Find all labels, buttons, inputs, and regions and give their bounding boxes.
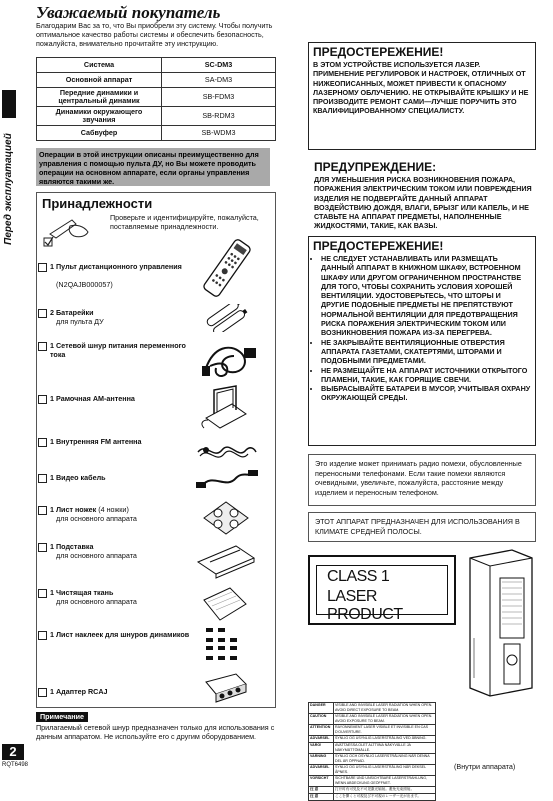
fire-warning-title: ПРЕДУПРЕЖДЕНИЕ: <box>314 160 437 174</box>
checkbox-icon <box>38 589 47 598</box>
table-row <box>37 73 276 88</box>
table-row <box>309 725 436 736</box>
item-name: 1 Подставка <box>50 542 94 551</box>
table-cell: Основной аппарат <box>37 73 162 88</box>
table-cell: SB-WDM3 <box>162 126 276 141</box>
table-row <box>309 765 436 776</box>
fire-warning-text: ДЛЯ УМЕНЬШЕНИЯ РИСКА ВОЗНИКНОВЕНИЯ ПОЖАРА, ПОРАЖЕНИЯ ЭЛЕКТРИЧЕСКИМ ТОКОМ ИЛИ ПОВРЕЖДЕНИЯ ИЗДЕЛИЯ НЕ ПОДВЕРГАЙТЕ ДАННЫЙ АППАРАТ ВОЗДЕЙСТВИЮ ДОЖДЯ, ВЛАГИ, БРЫЗГ ИЛИ КАПЕЛЬ, И НЕ СТАВЬТЕ НА АППАРАТ ПРЕДМЕТЫ, НАПОЛНЕННЫЕ ЖИДКОСТЯМИ, ТАКИЕ, КАК ВАЗЫ. <box>314 175 532 231</box>
checkbox-icon <box>38 474 47 483</box>
page-number: 2 <box>2 744 24 760</box>
caution-list <box>313 254 531 403</box>
table-cell: ATTENTION <box>309 725 334 736</box>
table-row <box>309 743 436 754</box>
item-name: 1 Рамочная AM-антенна <box>50 394 135 403</box>
checkbox-icon <box>38 438 47 447</box>
item-name-extra: (4 ножки) <box>98 505 129 514</box>
table-cell: VISIBLE AND INVISIBLE LASER RADIATION WHEN OPEN. AVOID DIRECT EXPOSURE TO BEAM. <box>334 703 436 714</box>
table-cell: ADVARSEL <box>309 736 334 743</box>
hand-pen-icon <box>42 216 92 254</box>
caution-item: • НЕ СЛЕДУЕТ УСТАНАВЛИВАТЬ ИЛИ РАЗМЕЩАТЬ ДАННЫЙ АППАРАТ В КНИЖНОМ ШКАФУ, ВСТРОЕННОМ ШКАФУ ИЛИ ДРУГОМ ОГРАНИЧЕННОМ ПРОСТРАНСТВЕ ДЛЯ ТОГО, ЧТОБЫ СОХРАНИТЬ УСЛОВИЯ ХОРОШЕЙ ВЕНТИЛЯЦИИ. УДОСТОВЕРЬТЕСЬ, ЧТО ШТОРЫ И ДРУГИЕ ПОДОБНЫЕ ПРЕДМЕТЫ НЕ ПРЕПЯТСТВУЮТ НОРМАЛЬНОЙ ВЕНТИЛЯЦИИ ДЛЯ ПРЕДОТВРАЩЕНИЯ РИСКА ПОРАЖЕНИЯ ЭЛЕКТРИЧЕСКИМ ТОКОМ ИЛИ ВОЗНИКНОВЕНИЯ ПОЖАРА ИЗ-ЗА ПЕРЕГРЕВА. <box>321 254 531 338</box>
note-text: Прилагаемый сетевой шнур предназначен только для использования с данным аппаратом. Не используйте его с другим оборудованием. <box>36 723 275 741</box>
speaker-labels-icon <box>204 626 240 666</box>
table-row <box>37 126 276 141</box>
document-code: RQT6498 <box>2 762 29 768</box>
item-name-main: 1 Лист ножек <box>50 505 97 514</box>
table-cell: Сабвуфер <box>37 126 162 141</box>
caution-item: • НЕ РАЗМЕЩАЙТЕ НА АППАРАТ ИСТОЧНИКИ ОТКРЫТОГО ПЛАМЕНИ, ТАКИЕ, КАК ГОРЯЩИЕ СВЕЧИ. <box>321 366 531 385</box>
remote-control-icon <box>196 236 258 300</box>
item-name: 1 Адаптер RCAJ <box>50 687 108 696</box>
system-table <box>36 57 276 141</box>
ventilation-caution-title: ПРЕДОСТЕРЕЖЕНИЕ! <box>313 239 444 253</box>
checkbox-icon <box>38 309 47 318</box>
item-detail: для пульта ДУ <box>56 317 104 326</box>
laser-caution-box <box>308 42 536 150</box>
table-cell: 打开时有可见及不可见激光辐射。避免光束照射。 <box>334 787 436 794</box>
table-cell: SB-RDM3 <box>162 107 276 126</box>
table-row <box>309 703 436 714</box>
ventilation-caution-box <box>308 236 536 446</box>
item-name: 1 Чистящая ткань <box>50 588 114 597</box>
table-cell: SB-FDM3 <box>162 88 276 107</box>
table-cell: AVATTAESSA OLET ALTTIINA NÄKYVÄLLE JA NÄKYMÄTTÖMÄLLE. <box>334 743 436 754</box>
operation-note: Операции в этой инструкции описаны преимущественно для управления с помощью пульта ДУ, но Вы можете проводить операции на основном аппарате, если органы управления являются такими же. <box>36 148 270 186</box>
laser-caution-text: В ЭТОМ УСТРОЙСТВЕ ИСПОЛЬЗУЕТСЯ ЛАЗЕР. ПРИМЕНЕНИЕ РЕГУЛИРОВОК И НАСТРОЕК, ОТЛИЧНЫХ ОТ НИЖЕОПИСАННЫХ, МОЖЕТ ПРИВЕСТИ К ОПАСНОМУ ЛАЗЕРНОМУ ОБЛУЧЕНИЮ. НЕ ОТКРЫВАЙТЕ КРЫШКУ И НЕ ПРОИЗВОДИТЕ РЕМОНТ САМИ—ЛУЧШЕ ПОРУЧИТЬ ЭТО КВАЛИФИЦИРОВАННОМУ СПЕЦИАЛИСТУ. <box>313 60 529 116</box>
table-cell: CAUTION <box>309 714 334 725</box>
table-cell: 注 意 <box>309 787 334 794</box>
accessories-title: Принадлежности <box>42 196 153 211</box>
laser-label-frame <box>316 565 448 623</box>
item-detail: для основного аппарата <box>56 514 137 523</box>
checkbox-icon <box>38 506 47 515</box>
page-title: Уважаемый покупатель <box>36 3 221 22</box>
table-cell: ここを開くと可視及び不可視のレーザー光が出ます。 <box>334 794 436 801</box>
item-name: 2 Батарейки <box>50 308 94 317</box>
table-cell: DANGER <box>309 703 334 714</box>
checkbox-icon <box>38 543 47 552</box>
table-cell: 注 意 <box>309 794 334 801</box>
table-cell: VARNING <box>309 754 334 765</box>
fm-antenna-icon <box>196 438 258 466</box>
table-cell: RAYONNEMENT LASER VISIBLE ET INVISIBLE EN CAS D'OUVERTURE. <box>334 725 436 736</box>
table-cell: SYNLIG OCH OSYNLIG LASERSTRÅLNING NÄR DENNA DEL ÄR ÖPPNAD. <box>334 754 436 765</box>
table-cell: VORSICHT <box>309 776 334 787</box>
inside-unit-caption: (Внутри аппарата) <box>454 762 516 771</box>
table-row <box>309 794 436 801</box>
rca-adapter-icon <box>200 672 250 706</box>
video-cable-icon <box>196 468 258 492</box>
am-loop-antenna-icon <box>196 384 252 432</box>
table-row <box>37 107 276 126</box>
item-detail: (N2QAJB000057) <box>56 280 113 289</box>
checkbox-icon <box>38 395 47 404</box>
multilingual-warning-label <box>308 702 436 801</box>
item-name: 1 Видео кабель <box>50 473 106 482</box>
radio-interference-note: Это изделие может принимать радио помехи, обусловленные переносными телефонами. Если такие помехи являются очевидными, увеличьте, пожалуйста, расстояние между изделием и переносным телефоном. <box>308 454 536 506</box>
item-name: 1 Сетевой шнур питания переменного тока <box>50 341 186 359</box>
laser-product-label <box>308 555 456 625</box>
table-cell: SA-DM3 <box>162 73 276 88</box>
checkbox-icon <box>38 342 47 351</box>
table-cell: SYNLIG OG USYNLIG LASERSTRÅLING NÅR DEKSEL ÅPNES. <box>334 765 436 776</box>
item-name: 1 Внутренняя FM антенна <box>50 437 142 446</box>
section-tab <box>2 90 16 245</box>
table-row <box>37 58 276 73</box>
feet-sheet-icon <box>200 498 252 538</box>
table-cell: VARO! <box>309 743 334 754</box>
table-cell: SICHTBARE UND UNSICHTBARE LASERSTRAHLUNG, WENN ABDECKUNG GEÖFFNET. <box>334 776 436 787</box>
checkbox-icon <box>38 263 47 272</box>
fire-warning-block <box>308 158 536 231</box>
laser-product-text: LASER PRODUCT <box>327 588 403 623</box>
checkbox-icon <box>38 631 47 640</box>
table-header-cell: SC-DM3 <box>162 58 276 73</box>
item-name: 1 Пульт дистанционного управления <box>50 262 182 271</box>
table-cell: VISIBLE AND INVISIBLE LASER RADIATION WHEN OPEN. AVOID EXPOSURE TO BEAM. <box>334 714 436 725</box>
caution-item: • НЕ ЗАКРЫВАЙТЕ ВЕНТИЛЯЦИОННЫЕ ОТВЕРСТИЯ АППАРАТА ГАЗЕТАМИ, СКАТЕРТЯМИ, ШТОРАМИ И ПОДОБНЫМИ ПРЕДМЕТАМИ. <box>321 338 531 366</box>
item-detail: для основного аппарата <box>56 597 137 606</box>
power-cord-icon <box>200 338 260 380</box>
item-detail: для основного аппарата <box>56 551 137 560</box>
table-row <box>309 787 436 794</box>
table-row <box>309 754 436 765</box>
intro-text: Благодарим Вас за то, что Вы приобрели эту систему. Чтобы получить оптимальное качество работы системы и обеспечить безопасность, пожалуйста, внимательно прочитайте эту инструкцию. <box>36 21 273 48</box>
section-label: Перед эксплуатацией <box>3 133 14 245</box>
item-name <box>50 505 190 514</box>
table-row <box>37 88 276 107</box>
device-illustration-icon <box>464 548 536 698</box>
table-row <box>309 736 436 743</box>
accessories-description: Проверьте и идентифицируйте, пожалуйста, поставляемые принадлежности. <box>110 213 259 231</box>
table-cell: SYNLIG OG USYNLIG LASERSTRÅLING VED ÅBNING. <box>334 736 436 743</box>
laser-class-text: CLASS 1 <box>327 568 390 585</box>
table-header-cell: Система <box>37 58 162 73</box>
cleaning-cloth-icon <box>200 584 250 624</box>
table-cell: Динамики окружающего звучания <box>37 107 162 126</box>
caution-item: • ВЫБРАСЫВАЙТЕ БАТАРЕИ В МУСОР, УЧИТЫВАЯ ОХРАНУ ОКРУЖАЮЩЕЙ СРЕДЫ. <box>321 384 531 403</box>
batteries-icon <box>204 304 250 332</box>
note-label: Примечание <box>36 712 88 722</box>
table-row <box>309 776 436 787</box>
item-name: 1 Лист наклеек для шнуров динамиков <box>50 630 190 639</box>
checkbox-icon <box>38 688 47 697</box>
section-tab-marker <box>2 90 16 118</box>
table-row <box>309 714 436 725</box>
stand-icon <box>196 540 256 580</box>
climate-note: ЭТОТ АППАРАТ ПРЕДНАЗНАЧЕН ДЛЯ ИСПОЛЬЗОВАНИЯ В КЛИМАТЕ СРЕДНЕЙ ПОЛОСЫ. <box>308 512 536 542</box>
table-cell: ADVARSEL <box>309 765 334 776</box>
table-cell: Передние динамики и центральный динамик <box>37 88 162 107</box>
laser-caution-title: ПРЕДОСТЕРЕЖЕНИЕ! <box>313 45 444 59</box>
